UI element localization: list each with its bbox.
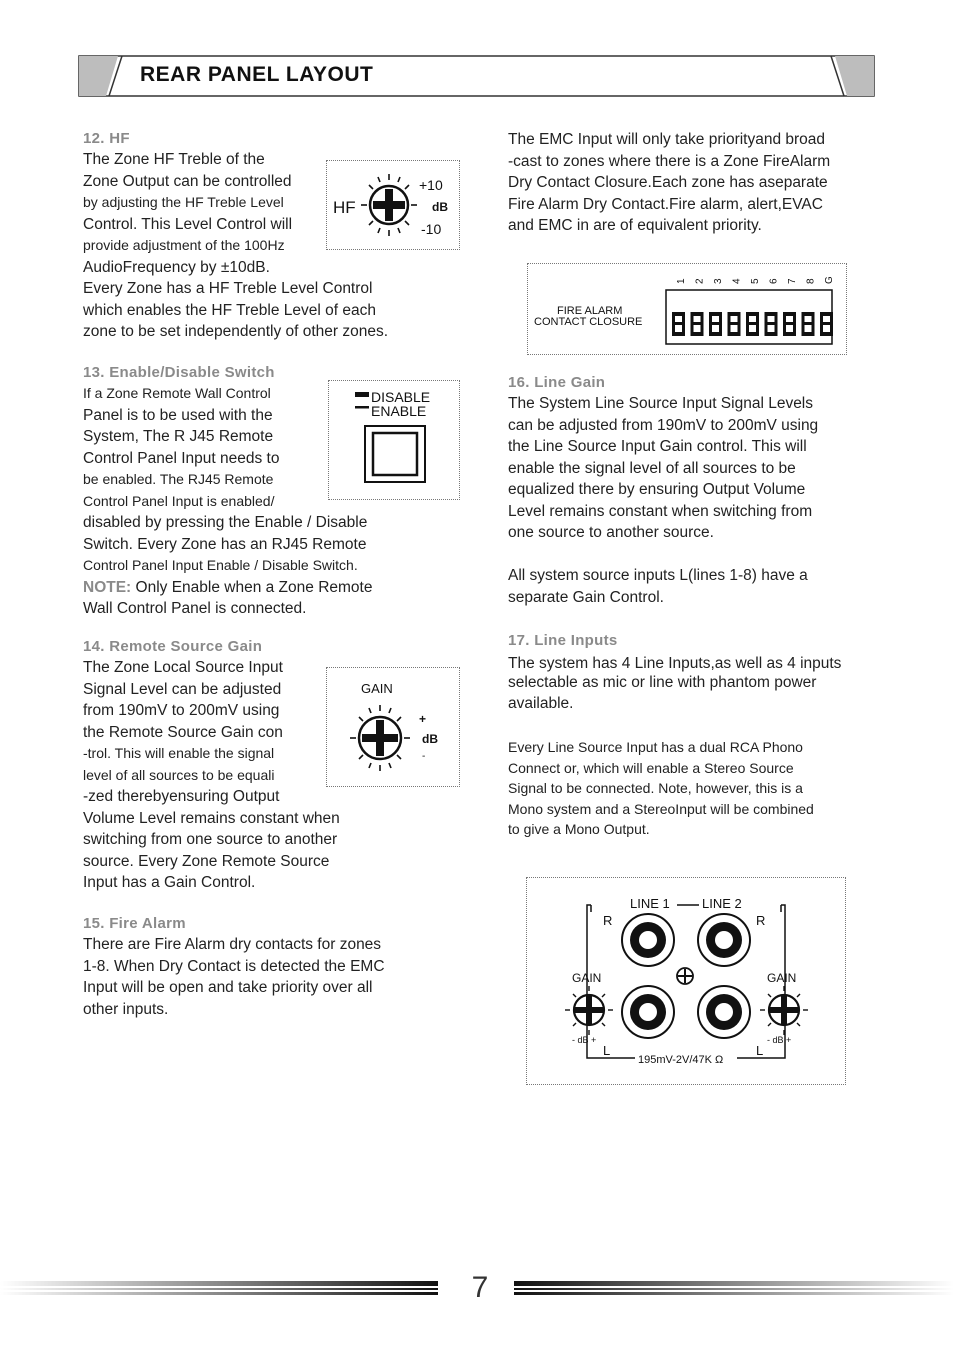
contact-closure-label: CONTACT CLOSURE [534,316,643,328]
hf-knob-plus: +10 [419,177,443,193]
center-screw-icon [677,968,693,984]
page-number: 7 [471,1271,489,1304]
rca-jack-line1-l [622,986,674,1038]
rca-input-panel-figure [526,877,846,1085]
db-marks-right: - dB + [767,1035,792,1045]
section-heading-line-inputs: 17. Line Inputs [508,632,618,649]
gain-label-right: GAIN [767,971,797,985]
terminal-bar-7 [786,322,793,325]
section-body-emc: The EMC Input will only take priorityand broad -cast to zones where there is a Zone FireAlarm Dry Contact Closure.Each zone has aseparate Fire Alarm Dry Contact.Fire alarm, alert,EVAC and EMC in are of equivalent priority. [508,131,831,234]
hf-knob-minus: -10 [421,221,442,237]
terminal-label-2: 2 [694,278,706,284]
section-body-line-inputs-2: Every Line Source Input has a dual RCA Phono Connect or, which will enable a Stereo Source Signal to be connected. Note, however, this is a Mono system and a StereoInput will be combined to give a Mono Output. [508,739,814,837]
terminal-bar-1 [675,322,682,325]
section-heading-remote-gain: 14. Remote Source Gain [83,638,263,655]
section-body-hf: The Zone HF Treble of the Zone Output can be controlled by adjusting the HF Treble Level Control. This Level Control will provide adjustment of the 100Hz AudioFrequency by ±10dB. Every Zone has a HF Treble Level Control which enables the HF Treble Level of each zone to be set independently of other zones. [83,151,389,340]
terminal-bar-3 [712,322,719,325]
terminal-label-7: 7 [787,278,798,284]
page-title: REAR PANEL LAYOUT [140,63,374,86]
gain-label-left: GAIN [572,971,602,985]
db-marks-left: - dB + [572,1035,597,1045]
l-label-left: L [603,1043,611,1058]
hf-knob-label: HF [333,198,356,217]
r-label-left: R [603,913,613,928]
terminal-label-3: 3 [713,278,724,284]
fire-alarm-terminal-figure [527,263,847,355]
rca-jack-line2-l [698,986,750,1038]
line1-label: LINE 1 [630,896,670,911]
terminal-label-1: 1 [676,278,687,284]
line2-label: LINE 2 [702,896,742,911]
switch-disable-label: DISABLE [371,389,431,405]
enable-switch-figure [328,380,460,500]
note-label: NOTE: [83,578,132,596]
gain-knob-label: GAIN [361,681,393,696]
gain-knob-left [565,986,613,1035]
section-heading-fire-alarm: 15. Fire Alarm [83,915,186,932]
section-body-fire-alarm: There are Fire Alarm dry contacts for zones 1-8. When Dry Contact is detected the EMC Input will be open and take priority over all other inputs. [83,936,385,1018]
terminal-label-6: 6 [768,278,780,284]
section-body-line-gain: The System Line Source Input Signal Levels can be adjusted from 190mV to 200mV using the Line Source Input Gain control. This will enable the signal level of all sources to be equalized there by ensuring Output Volume Level remains constant when switching from one source to another source. All system source inputs L(lines 1-8) have a separate Gain Control. [508,395,819,606]
section-heading-hf: 12. HF [83,130,130,147]
l-label-right: L [756,1043,764,1058]
terminal-bar-5 [749,322,756,325]
terminal-label-4: 4 [731,278,743,284]
terminal-bar-6 [768,322,775,325]
terminal-bar-4 [731,322,738,325]
section-body-remote-gain: The Zone Local Source Input Signal Level can be adjusted from 190mV to 200mV using the Remote Source Gain con -trol. This will enable the signal level of all sources to be equali -zed therebyensuring Output Volume Level remains constant when switching from one source to another source. Every Zone Remote Source Input has a Gain Control. [83,659,340,891]
gain-knob-minus: - [422,751,426,762]
terminal-bar-2 [694,322,701,325]
gain-knob-plus: + [419,712,427,726]
section-heading-line-gain: 16. Line Gain [508,374,606,391]
terminal-bar-8 [805,322,812,325]
hf-knob-unit: dB [432,200,448,214]
section-body-line-inputs: The system has 4 Line Inputs,as well as 4 inputs selectable as mic or line with phantom power available. [508,655,842,712]
gain-knob-unit: dB [422,732,438,746]
terminal-label-G: G [824,276,835,284]
hf-knob-figure [326,160,460,250]
section-body-enable: If a Zone Remote Wall Control Panel is to be used with the System, The R J45 Remote Control Panel Input needs to be enabled. The RJ45 Remote Control Panel Input is enabled/ disabled by pressing the Enable / Disable Switch. Every Zone has an RJ45 Remote Control Panel Input Enable / Disable Switch. NOTE: Only Enable when a Zone Remote Wall Control Panel is connected. [83,385,373,617]
r-label-right: R [756,913,766,928]
fire-alarm-label: FIRE ALARM [557,305,623,317]
rca-jack-line1-r [622,914,674,966]
gain-knob-figure [326,667,460,787]
switch-enable-label: ENABLE [371,403,427,419]
rca-jack-line2-r [698,914,750,966]
input-spec-label: 195mV-2V/47K Ω [638,1054,724,1066]
terminal-label-5: 5 [750,278,761,284]
terminal-label-8: 8 [805,278,817,284]
section-heading-enable: 13. Enable/Disable Switch [83,364,275,381]
terminal-bar-G [823,322,830,325]
gain-knob-right [760,986,808,1035]
